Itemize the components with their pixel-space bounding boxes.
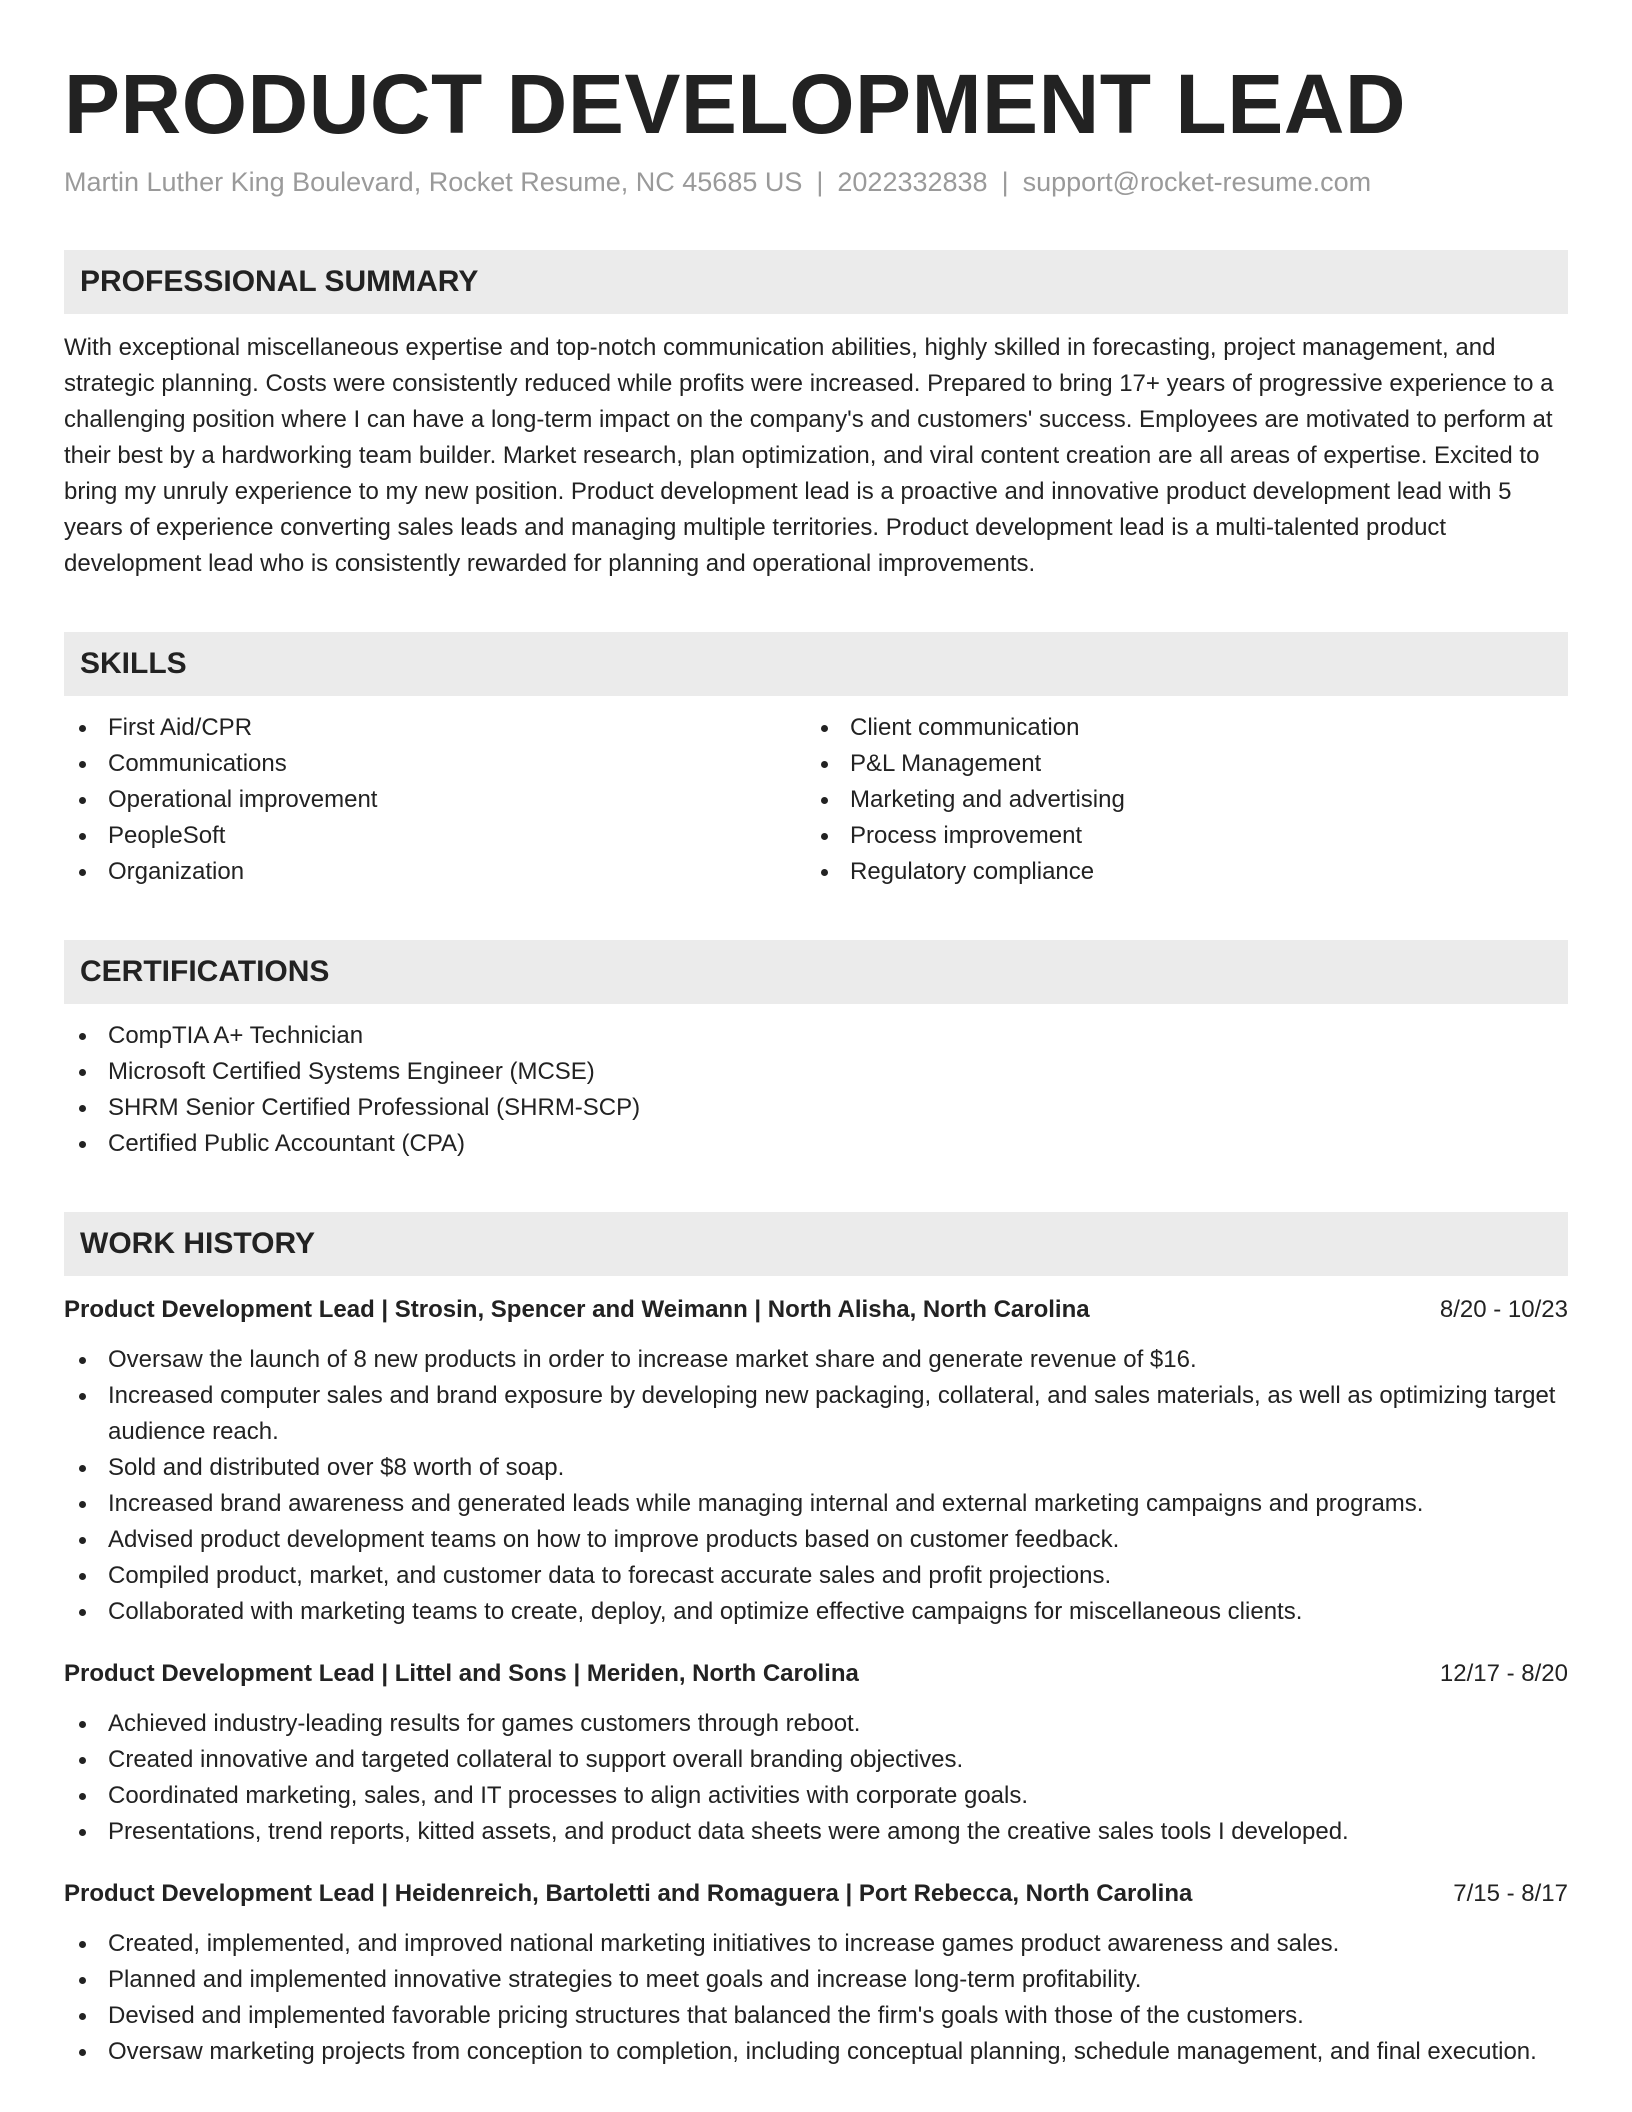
skill-item: Client communication [806, 710, 1548, 746]
job-header [64, 1876, 1568, 1912]
job-bullet: Advised product development teams on how to improve products based on customer feedback. [64, 1522, 1568, 1558]
job-bullet: Planned and implemented innovative strategies to meet goals and increase long-term profitability. [64, 1962, 1568, 1998]
job-header [64, 1292, 1568, 1328]
certification-item: Microsoft Certified Systems Engineer (MCSE) [64, 1054, 1568, 1090]
section-header-work-history: WORK HISTORY [64, 1212, 1568, 1276]
certification-item: SHRM Senior Certified Professional (SHRM-SCP) [64, 1090, 1568, 1126]
certifications-list [64, 1018, 1568, 1162]
resume-page [64, 0, 1568, 2070]
job-bullets [64, 1926, 1568, 2070]
job-bullet: Increased brand awareness and generated leads while managing internal and external marketing campaigns and programs. [64, 1486, 1568, 1522]
skill-item: First Aid/CPR [64, 710, 806, 746]
resume-title: PRODUCT DEVELOPMENT LEAD [64, 57, 1407, 151]
job-header [64, 1656, 1568, 1692]
job-bullets [64, 1342, 1568, 1630]
contact-line [64, 164, 1568, 200]
job-entry [64, 1292, 1568, 1630]
skill-item: Process improvement [806, 818, 1548, 854]
contact-phone: 2022332838 [837, 167, 988, 197]
skill-item: PeopleSoft [64, 818, 806, 854]
skills-list [64, 696, 1568, 890]
job-title: Product Development Lead | Littel and Sons | Meriden, North Carolina [64, 1660, 859, 1687]
skills-column-left [64, 710, 806, 890]
job-bullets [64, 1706, 1568, 1850]
job-bullet: Created innovative and targeted collateral to support overall branding objectives. [64, 1742, 1568, 1778]
section-header-skills: SKILLS [64, 632, 1568, 696]
job-bullet: Oversaw the launch of 8 new products in order to increase market share and generate revenue of $16. [64, 1342, 1568, 1378]
section-header-certifications: CERTIFICATIONS [64, 940, 1568, 1004]
skill-item: Communications [64, 746, 806, 782]
skill-item: Marketing and advertising [806, 782, 1548, 818]
job-title: Product Development Lead | Heidenreich, Bartoletti and Romaguera | Port Rebecca, North Carolina [64, 1880, 1193, 1907]
job-bullet: Oversaw marketing projects from conception to completion, including conceptual planning, schedule management, and final execution. [64, 2034, 1568, 2070]
skill-item: P&L Management [806, 746, 1548, 782]
skills-column-right [806, 710, 1548, 890]
skill-item: Organization [64, 854, 806, 890]
summary-text: With exceptional miscellaneous expertise and top-notch communication abilities, highly skilled in forecasting, project management, and strategic planning. Costs were consistently reduced while profits were increased. Prepared to bring 17+ years of progressive experience to a challenging position where I can have a long-term impact on the company's and customers' success. Employees are motivated to perform at their best by a hardworking team builder. Market research, plan optimization, and viral content creation are all areas of expertise. Excited to bring my unruly experience to my new position. Product development lead is a proactive and innovative product development lead with 5 years of experience converting sales leads and managing multiple territories. Product development lead is a multi-talented product development lead who is consistently rewarded for planning and operational improvements. [64, 334, 1554, 577]
job-dates: 12/17 - 8/20 [1439, 1660, 1568, 1687]
job-bullet: Compiled product, market, and customer data to forecast accurate sales and profit projections. [64, 1558, 1568, 1594]
job-bullet: Increased computer sales and brand exposure by developing new packaging, collateral, and sales materials, as well as optimizing target audience reach. [64, 1378, 1568, 1450]
skill-item: Regulatory compliance [806, 854, 1548, 890]
job-bullet: Achieved industry-leading results for games customers through reboot. [64, 1706, 1568, 1742]
job-bullet: Devised and implemented favorable pricing structures that balanced the firm's goals with those of the customers. [64, 1998, 1568, 2034]
job-bullet: Coordinated marketing, sales, and IT processes to align activities with corporate goals. [64, 1778, 1568, 1814]
job-bullet: Created, implemented, and improved national marketing initiatives to increase games product awareness and sales. [64, 1926, 1568, 1962]
contact-address: Martin Luther King Boulevard, Rocket Resume, NC 45685 US [64, 167, 803, 197]
section-header-summary: PROFESSIONAL SUMMARY [64, 250, 1568, 314]
certification-item: CompTIA A+ Technician [64, 1018, 1568, 1054]
job-entry [64, 1656, 1568, 1850]
job-bullet: Collaborated with marketing teams to create, deploy, and optimize effective campaigns for miscellaneous clients. [64, 1594, 1568, 1630]
skill-item: Operational improvement [64, 782, 806, 818]
contact-separator: | [816, 167, 824, 197]
job-dates: 7/15 - 8/17 [1453, 1880, 1568, 1907]
job-bullet: Sold and distributed over $8 worth of soap. [64, 1450, 1568, 1486]
contact-separator: | [1001, 167, 1009, 197]
job-dates: 8/20 - 10/23 [1439, 1296, 1568, 1323]
contact-email: support@rocket-resume.com [1022, 167, 1372, 197]
job-bullet: Presentations, trend reports, kitted assets, and product data sheets were among the creative sales tools I developed. [64, 1814, 1568, 1850]
certification-item: Certified Public Accountant (CPA) [64, 1126, 1568, 1162]
job-entry [64, 1876, 1568, 2070]
job-title: Product Development Lead | Strosin, Spencer and Weimann | North Alisha, North Carolina [64, 1296, 1090, 1323]
